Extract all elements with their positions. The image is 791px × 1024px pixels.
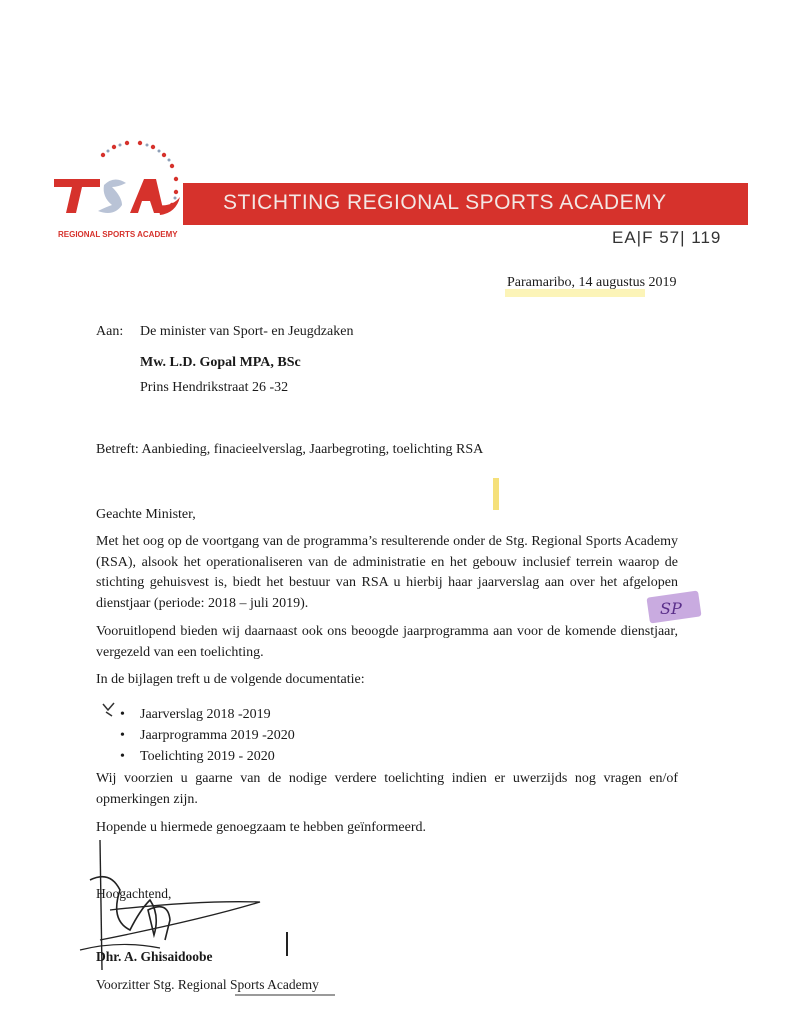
- addressee-line-1: De minister van Sport- en Jeugdzaken: [140, 324, 354, 339]
- stamp-initials: SP: [660, 599, 682, 618]
- body-paragraph-2: Vooruitlopend bieden wij daarnaast ook ons beoogde jaarprogramma aan voor de komende dienstjaar, vergezeld van een toelichting.: [96, 624, 678, 660]
- banner-title: STICHTING REGIONAL SPORTS ACADEMY: [223, 191, 667, 214]
- addressee-label: Aan:: [96, 324, 124, 339]
- pen-mark: [286, 932, 288, 956]
- place-date: Paramaribo, 14 augustus 2019: [507, 275, 677, 290]
- highlighter-mark: [493, 478, 499, 510]
- addressee-line-2: Mw. L.D. Gopal MPA, BSc: [140, 355, 301, 370]
- addressee-line-3: Prins Hendrikstraat 26 -32: [140, 380, 289, 395]
- underline-mark: [235, 994, 335, 996]
- rsa-logo: [48, 135, 188, 245]
- body-paragraph-3: Wij voorzien u gaarne van de nodige verdere toelichting indien er uwerzijds nog vragen en/of opmerkingen zijn.: [96, 771, 678, 807]
- check-scribble-icon: [100, 700, 120, 720]
- list-item: • Toelichting 2019 - 2020: [120, 746, 295, 767]
- initials-stamp: [646, 590, 702, 624]
- body-paragraph-1: Met het oog op de voortgang van de programma’s resulterende onder de Stg. Regional Sports Academy (RSA), alsook het operationaliseren van de administratie en het gebouw inclusief terrein waarop de stichting gehuisvest is, biedt het bestuur van RSA u hierbij haar jaarverslag aan over het afgelopen dienstjaar (periode: 2018 – juli 2019).: [96, 534, 678, 611]
- signer-name: Dhr. A. Ghisaidoobe: [96, 949, 213, 964]
- reference-code: EA|F 57| 119: [612, 228, 722, 247]
- attachments-list: [120, 704, 295, 767]
- closing: Hoogachtend,: [96, 886, 172, 901]
- list-item: • Jaarprogramma 2019 -2020: [120, 725, 295, 746]
- letterhead-banner: [183, 183, 748, 225]
- body-paragraph-4: Hopende u hiermede genoegzaam te hebben geïnformeerd.: [96, 820, 427, 835]
- logo-caption: REGIONAL SPORTS ACADEMY: [58, 230, 178, 239]
- salutation: Geachte Minister,: [96, 507, 196, 522]
- attachments-intro: In de bijlagen treft u de volgende documentatie:: [96, 672, 365, 687]
- list-item: • Jaarverslag 2018 -2019: [120, 704, 295, 725]
- signer-title: Voorzitter Stg. Regional Sports Academy: [96, 977, 319, 992]
- subject-line: Betreft: Aanbieding, finacieelverslag, Jaarbegroting, toelichting RSA: [96, 442, 484, 457]
